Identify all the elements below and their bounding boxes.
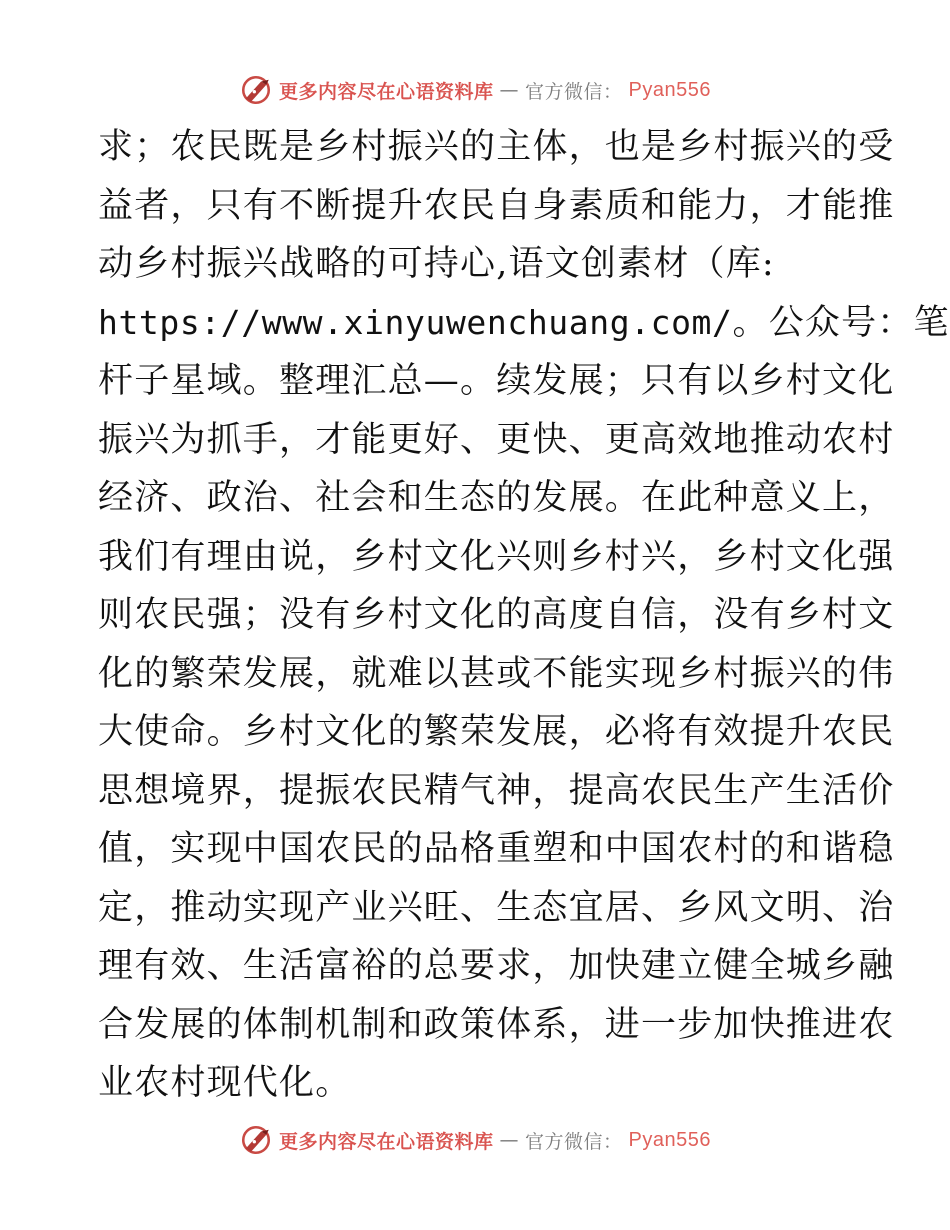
footer-sub-text: 官方微信： [525, 1130, 623, 1153]
text-line: 定，推动实现产业兴旺、生态宜居、乡风文明、治 [98, 887, 895, 928]
footer-banner [0, 1122, 950, 1158]
header-main-text: 更多内容尽在心语资料库 [279, 80, 494, 103]
footer-main-text: 更多内容尽在心语资料库 [279, 1130, 494, 1153]
text-line: 经济、政治、社会和生态的发展。在此种意义上， [98, 478, 895, 518]
text-line: 大使命。乡村文化的繁荣发展，必将有效提升农民 [98, 712, 895, 752]
text-line: 求；农民既是乡村振兴的主体，也是乡村振兴的受 [98, 127, 895, 167]
text-line: 益者，只有不断提升农民自身素质和能力，才能推 [98, 185, 895, 226]
pen-logo-icon [239, 73, 273, 107]
body-text [98, 118, 950, 1113]
header-id-text: Pyan556 [628, 78, 711, 101]
url-text: https://www.xinyuwenchuang.com/ [98, 302, 733, 342]
header-banner [0, 72, 950, 108]
text-line: 值，实现中国农民的品格重塑和中国农村的和谐稳 [98, 829, 895, 869]
pen-logo-icon [239, 1123, 273, 1157]
header-sub-text: 官方微信： [525, 80, 623, 103]
text-line-url [98, 294, 950, 353]
header-dash: — [499, 79, 520, 101]
text-line: 动乡村振兴战略的可持心,语文创素材（库: [98, 244, 775, 284]
text-line: 杆子星域。整理汇总—。续发展；只有以乡村文化 [98, 361, 895, 401]
text-line: 化的繁荣发展，就难以甚或不能实现乡村振兴的伟 [98, 653, 895, 694]
footer-dash: — [499, 1129, 520, 1151]
footer-id-text: Pyan556 [628, 1128, 711, 1151]
text-line: 业农村现代化。 [98, 1063, 352, 1103]
text-line: 理有效、生活富裕的总要求，加快建立健全城乡融 [98, 946, 895, 986]
url-suffix-text: 。公众号：笔 [732, 302, 950, 343]
text-line: 振兴为抓手，才能更好、更快、更高效地推动农村 [98, 419, 895, 460]
text-line: 则农民强；没有乡村文化的高度自信，没有乡村文 [98, 595, 895, 635]
text-line: 思想境界，提振农民精气神，提高农民生产生活价 [98, 770, 895, 811]
text-line: 合发展的体制机制和政策体系，进一步加快推进农 [98, 1004, 895, 1045]
text-line: 我们有理由说，乡村文化兴则乡村兴，乡村文化强 [98, 536, 895, 577]
